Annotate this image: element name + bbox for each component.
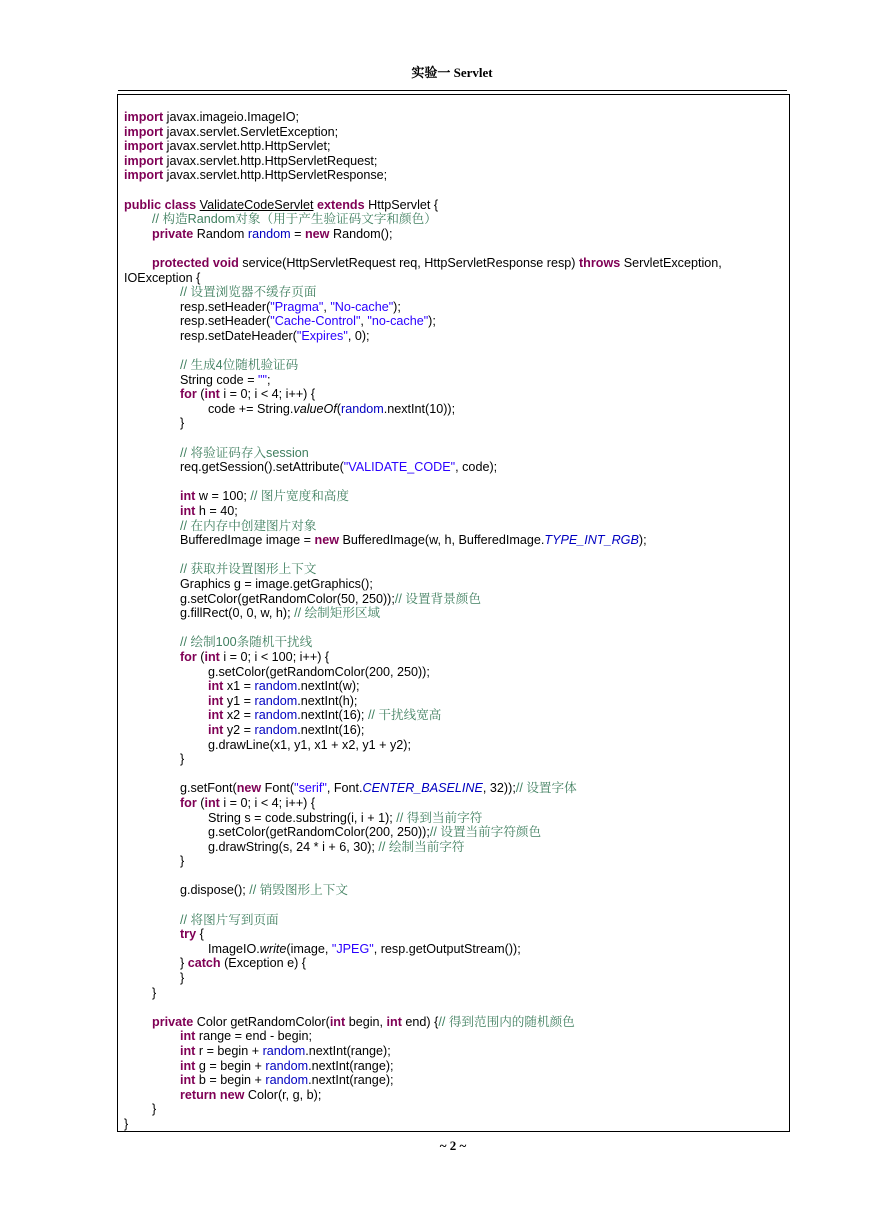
code-line bbox=[124, 212, 789, 227]
code-comment: // 构造Random对象（用于产生验证码文字和颜色） bbox=[152, 212, 437, 227]
code-text: .nextInt(16); bbox=[297, 722, 365, 737]
code-text bbox=[124, 1059, 180, 1073]
code-text: (image, bbox=[286, 941, 332, 956]
code-keyword: public bbox=[124, 197, 162, 212]
code-comment: // 将图片写到页面 bbox=[179, 912, 279, 927]
code-comment: // 设置背景颜色 bbox=[394, 591, 481, 606]
code-text: i = 0; i < 4; i++) { bbox=[219, 795, 316, 810]
code-field: random bbox=[265, 1073, 309, 1088]
code-text: i = 0; i < 100; i++) { bbox=[219, 649, 330, 664]
code-string: "no-cache" bbox=[367, 314, 429, 329]
code-text: BufferedImage(w, h, BufferedImage. bbox=[339, 533, 545, 548]
code-line bbox=[124, 708, 789, 723]
code-line bbox=[124, 358, 789, 373]
code-line bbox=[124, 1000, 789, 1015]
code-text bbox=[124, 358, 180, 372]
code-text: Graphics g = image.getGraphics(); bbox=[124, 577, 373, 591]
code-text: Color(r, g, b); bbox=[244, 1087, 322, 1102]
code-text: service(HttpServletRequest req, HttpServletResponse resp) bbox=[238, 255, 579, 270]
code-text: ( bbox=[196, 795, 205, 810]
code-keyword: int bbox=[204, 649, 220, 664]
code-line bbox=[124, 942, 789, 957]
code-text: javax.servlet.http.HttpServlet; bbox=[163, 139, 331, 154]
code-comment: // 销毁图形上下文 bbox=[249, 883, 348, 898]
code-text: ); bbox=[393, 299, 401, 314]
code-text: , 32)); bbox=[482, 781, 516, 796]
code-line bbox=[124, 927, 789, 942]
code-text: req.getSession().setAttribute( bbox=[124, 460, 344, 475]
code-line bbox=[124, 1015, 789, 1030]
code-text: , code); bbox=[455, 460, 498, 475]
code-keyword: throws bbox=[578, 255, 621, 270]
code-keyword: new bbox=[236, 781, 262, 796]
code-line bbox=[124, 898, 789, 913]
page-number: ~ 2 ~ bbox=[439, 1138, 467, 1153]
code-field: random bbox=[254, 693, 298, 708]
code-line bbox=[124, 635, 789, 650]
code-keyword: int bbox=[207, 693, 224, 708]
code-line bbox=[124, 796, 789, 811]
code-listing bbox=[124, 110, 789, 1132]
code-text: ( bbox=[196, 387, 205, 402]
code-line bbox=[124, 416, 789, 431]
code-text: } bbox=[124, 956, 188, 971]
code-line bbox=[124, 256, 789, 271]
code-line bbox=[124, 329, 789, 344]
code-text: resp.setDateHeader( bbox=[124, 328, 297, 343]
code-text bbox=[124, 635, 180, 649]
code-text bbox=[124, 1029, 180, 1043]
code-line bbox=[124, 1044, 789, 1059]
code-line bbox=[124, 475, 789, 490]
code-line bbox=[124, 198, 789, 213]
code-text: g.dispose(); bbox=[124, 883, 250, 898]
code-comment: // 设置浏览器不缓存页面 bbox=[179, 285, 317, 300]
code-keyword: int bbox=[179, 504, 196, 519]
code-text: .nextInt(16); bbox=[297, 708, 368, 723]
code-line bbox=[124, 606, 789, 621]
page-header: 实验一 Servlet bbox=[411, 65, 493, 80]
code-text: .nextInt(range); bbox=[308, 1073, 394, 1088]
code-keyword: private bbox=[152, 226, 194, 241]
code-text: resp.setHeader( bbox=[124, 299, 271, 314]
code-text: ( bbox=[196, 649, 205, 664]
code-text: x1 = bbox=[223, 679, 255, 694]
code-line bbox=[124, 723, 789, 738]
code-line bbox=[124, 811, 789, 826]
code-text: begin, bbox=[345, 1014, 387, 1029]
code-keyword: protected bbox=[152, 255, 210, 270]
code-line bbox=[124, 562, 789, 577]
code-line bbox=[124, 460, 789, 475]
code-text: HttpServlet { bbox=[364, 197, 439, 212]
code-text bbox=[124, 446, 180, 460]
code-keyword: new bbox=[314, 533, 340, 548]
code-text: range = end - begin; bbox=[195, 1029, 312, 1044]
code-string: "No-cache" bbox=[330, 299, 394, 314]
code-text bbox=[124, 489, 180, 503]
code-line bbox=[124, 913, 789, 928]
code-line bbox=[124, 577, 789, 592]
code-line bbox=[124, 1059, 789, 1074]
code-line bbox=[124, 825, 789, 840]
code-comment: // 干扰线宽高 bbox=[367, 708, 442, 723]
code-text: , Font. bbox=[326, 781, 363, 796]
code-text: String code = bbox=[124, 372, 259, 387]
code-text bbox=[124, 519, 180, 533]
code-comment: // 将验证码存入session bbox=[179, 445, 309, 460]
code-line bbox=[124, 1073, 789, 1088]
code-text: javax.servlet.http.HttpServletResponse; bbox=[163, 168, 388, 183]
code-text: ( bbox=[336, 401, 341, 416]
code-keyword: catch bbox=[187, 956, 221, 971]
code-text bbox=[124, 723, 208, 737]
code-text: Random bbox=[193, 226, 248, 241]
code-text: .nextInt(range); bbox=[308, 1058, 394, 1073]
code-keyword: for bbox=[179, 795, 197, 810]
code-keyword: new bbox=[219, 1087, 245, 1102]
code-line bbox=[124, 548, 789, 563]
code-text: b = begin + bbox=[195, 1073, 266, 1088]
code-keyword: new bbox=[304, 226, 330, 241]
code-keyword: int bbox=[207, 679, 224, 694]
code-keyword: for bbox=[179, 649, 197, 664]
code-line bbox=[124, 1102, 789, 1117]
code-line bbox=[124, 767, 789, 782]
code-keyword: void bbox=[212, 255, 239, 270]
code-field: random bbox=[254, 722, 298, 737]
code-static-method: write bbox=[259, 941, 287, 956]
code-line bbox=[124, 154, 789, 169]
code-line bbox=[124, 373, 789, 388]
code-field: random bbox=[254, 708, 298, 723]
code-keyword: import bbox=[124, 168, 164, 183]
code-line bbox=[124, 227, 789, 242]
code-text: { bbox=[196, 927, 204, 942]
code-text: .nextInt(10)); bbox=[383, 401, 456, 416]
code-line bbox=[124, 125, 789, 140]
code-line bbox=[124, 781, 789, 796]
code-line bbox=[124, 986, 789, 1001]
code-text: Font( bbox=[261, 781, 295, 796]
code-text bbox=[124, 562, 180, 576]
code-text: = bbox=[290, 226, 305, 241]
code-field: random bbox=[341, 401, 384, 416]
code-text: g = begin + bbox=[195, 1058, 266, 1073]
code-string: "VALIDATE_CODE" bbox=[343, 460, 456, 475]
code-line bbox=[124, 650, 789, 665]
code-string: "Cache-Control" bbox=[270, 314, 361, 329]
code-text: } bbox=[124, 1102, 157, 1117]
code-text: .nextInt(h); bbox=[297, 693, 358, 708]
code-text: , resp.getOutputStream()); bbox=[373, 941, 521, 956]
code-keyword: import bbox=[124, 110, 164, 124]
code-line bbox=[124, 110, 789, 125]
code-keyword: int bbox=[179, 1058, 196, 1073]
code-keyword: int bbox=[386, 1014, 402, 1029]
code-text bbox=[124, 1015, 152, 1029]
code-comment: // 设置当前字符颜色 bbox=[429, 825, 542, 840]
code-text: resp.setHeader( bbox=[124, 314, 271, 329]
code-field: random bbox=[247, 226, 291, 241]
code-keyword: class bbox=[164, 197, 197, 212]
code-text bbox=[124, 504, 180, 518]
code-line bbox=[124, 621, 789, 636]
code-text bbox=[124, 913, 180, 927]
code-comment: // 在内存中创建图片对象 bbox=[179, 518, 317, 533]
code-text: } bbox=[124, 416, 185, 431]
code-text bbox=[124, 227, 152, 241]
code-keyword: import bbox=[124, 139, 164, 154]
code-text: .nextInt(w); bbox=[297, 679, 360, 694]
code-text: r = begin + bbox=[195, 1044, 263, 1058]
code-line bbox=[124, 854, 789, 869]
code-text: Color getRandomColor( bbox=[193, 1014, 330, 1029]
code-line bbox=[124, 489, 789, 504]
code-text: javax.imageio.ImageIO; bbox=[163, 110, 299, 124]
code-text: g.setFont( bbox=[124, 781, 237, 796]
code-text bbox=[124, 285, 180, 299]
code-text: w = 100; bbox=[195, 489, 251, 504]
code-line bbox=[124, 533, 789, 548]
code-line bbox=[124, 431, 789, 446]
code-comment: // 生成4位随机验证码 bbox=[179, 358, 299, 373]
code-text bbox=[124, 679, 208, 693]
code-comment: // 得到范围内的随机颜色 bbox=[438, 1014, 575, 1029]
code-text: ); bbox=[428, 314, 436, 329]
code-text: } bbox=[124, 1116, 129, 1131]
header-rule bbox=[118, 90, 787, 91]
code-static-field: CENTER_BASELINE bbox=[362, 781, 483, 796]
code-keyword: return bbox=[179, 1087, 217, 1102]
code-text bbox=[124, 212, 152, 226]
code-line bbox=[124, 241, 789, 256]
code-text: , bbox=[323, 299, 331, 314]
code-keyword: int bbox=[179, 489, 196, 504]
code-keyword: int bbox=[204, 387, 220, 402]
code-line bbox=[124, 402, 789, 417]
code-text: g.setColor(getRandomColor(50, 250)); bbox=[124, 591, 395, 606]
code-keyword: for bbox=[179, 387, 197, 402]
code-text: g.drawString(s, 24 * i + 6, 30); bbox=[124, 839, 379, 854]
code-text: ImageIO. bbox=[124, 941, 260, 956]
code-string: "" bbox=[258, 372, 267, 387]
code-text: code += String. bbox=[124, 401, 294, 416]
code-text: g.setColor(getRandomColor(200, 250)); bbox=[124, 664, 430, 679]
code-line bbox=[124, 665, 789, 680]
code-keyword: int bbox=[207, 708, 224, 723]
code-class-name: ValidateCodeServlet bbox=[199, 197, 314, 212]
code-keyword: int bbox=[329, 1014, 346, 1029]
code-string: "Expires" bbox=[296, 328, 348, 343]
code-comment: // 绘制矩形区域 bbox=[294, 606, 381, 621]
code-comment: // 获取并设置图形上下文 bbox=[179, 562, 317, 577]
code-keyword: import bbox=[124, 153, 164, 168]
code-text: y2 = bbox=[223, 722, 255, 737]
code-text bbox=[124, 796, 180, 810]
code-text: i = 0; i < 4; i++) { bbox=[219, 387, 316, 402]
code-line bbox=[124, 271, 789, 286]
code-line bbox=[124, 592, 789, 607]
code-keyword: int bbox=[204, 795, 220, 810]
code-line bbox=[124, 183, 789, 198]
code-text: .nextInt(range); bbox=[305, 1044, 391, 1058]
code-text: x2 = bbox=[223, 708, 255, 723]
code-text: y1 = bbox=[223, 693, 255, 708]
code-field: random bbox=[254, 679, 298, 694]
code-text: h = 40; bbox=[195, 504, 238, 519]
code-text bbox=[124, 708, 208, 722]
code-text: IOException { bbox=[124, 270, 201, 285]
code-text: ServletException, bbox=[620, 255, 722, 270]
code-text: } bbox=[124, 854, 185, 869]
code-text: , 0); bbox=[347, 328, 370, 343]
code-static-field: TYPE_INT_RGB bbox=[544, 533, 639, 548]
code-line bbox=[124, 504, 789, 519]
code-line bbox=[124, 738, 789, 753]
code-comment: // 设置字体 bbox=[515, 781, 577, 796]
code-comment: // 得到当前字符 bbox=[396, 810, 483, 825]
code-keyword: int bbox=[179, 1029, 196, 1044]
code-line bbox=[124, 344, 789, 359]
code-keyword: int bbox=[179, 1044, 196, 1058]
code-text: g.setColor(getRandomColor(200, 250)); bbox=[124, 825, 430, 840]
code-field: random bbox=[265, 1058, 309, 1073]
code-comment: // 图片宽度和高度 bbox=[250, 489, 349, 504]
code-static-method: valueOf bbox=[293, 401, 337, 416]
code-comment: // 绘制当前字符 bbox=[378, 839, 465, 854]
code-line bbox=[124, 1088, 789, 1103]
code-text bbox=[124, 1088, 180, 1102]
code-line bbox=[124, 168, 789, 183]
code-field: random bbox=[262, 1044, 306, 1058]
code-text bbox=[124, 927, 180, 941]
code-text: (Exception e) { bbox=[220, 956, 307, 971]
code-text: BufferedImage image = bbox=[124, 533, 315, 548]
code-text: } bbox=[124, 752, 185, 767]
code-line bbox=[124, 1029, 789, 1044]
code-comment: // 绘制100条随机干扰线 bbox=[179, 635, 313, 650]
code-text: } bbox=[124, 971, 185, 986]
code-keyword: extends bbox=[317, 197, 365, 212]
code-string: "JPEG" bbox=[331, 941, 374, 956]
code-line bbox=[124, 139, 789, 154]
code-text bbox=[124, 256, 152, 270]
code-text: Random(); bbox=[329, 226, 393, 241]
code-line bbox=[124, 752, 789, 767]
code-text: String s = code.substring(i, i + 1); bbox=[124, 810, 397, 825]
code-keyword: int bbox=[207, 722, 224, 737]
code-keyword: int bbox=[179, 1073, 196, 1088]
code-line bbox=[124, 314, 789, 329]
code-text: ; bbox=[267, 372, 271, 387]
code-keyword: private bbox=[152, 1014, 194, 1029]
code-line bbox=[124, 840, 789, 855]
code-keyword: import bbox=[124, 124, 164, 139]
code-text: } bbox=[124, 985, 157, 1000]
code-text bbox=[124, 1044, 180, 1058]
code-text: , bbox=[360, 314, 368, 329]
code-line bbox=[124, 869, 789, 884]
code-text bbox=[124, 694, 208, 708]
code-text: javax.servlet.ServletException; bbox=[163, 124, 339, 139]
code-text: javax.servlet.http.HttpServletRequest; bbox=[163, 153, 378, 168]
code-text bbox=[124, 650, 180, 664]
code-line bbox=[124, 971, 789, 986]
code-line bbox=[124, 694, 789, 709]
code-line bbox=[124, 1117, 789, 1132]
code-text: end) { bbox=[401, 1014, 439, 1029]
code-line bbox=[124, 300, 789, 315]
code-text: g.drawLine(x1, y1, x1 + x2, y1 + y2); bbox=[124, 737, 411, 752]
code-string: "serif" bbox=[294, 781, 327, 796]
code-line bbox=[124, 387, 789, 402]
code-text bbox=[124, 1073, 180, 1087]
code-line bbox=[124, 519, 789, 534]
code-line bbox=[124, 956, 789, 971]
code-line bbox=[124, 679, 789, 694]
code-string: "Pragma" bbox=[270, 299, 324, 314]
code-line bbox=[124, 883, 789, 898]
code-text bbox=[124, 387, 180, 401]
code-line bbox=[124, 285, 789, 300]
code-text: ); bbox=[638, 533, 647, 548]
code-line bbox=[124, 446, 789, 461]
code-text: g.fillRect(0, 0, w, h); bbox=[124, 606, 295, 621]
code-keyword: try bbox=[179, 927, 197, 942]
